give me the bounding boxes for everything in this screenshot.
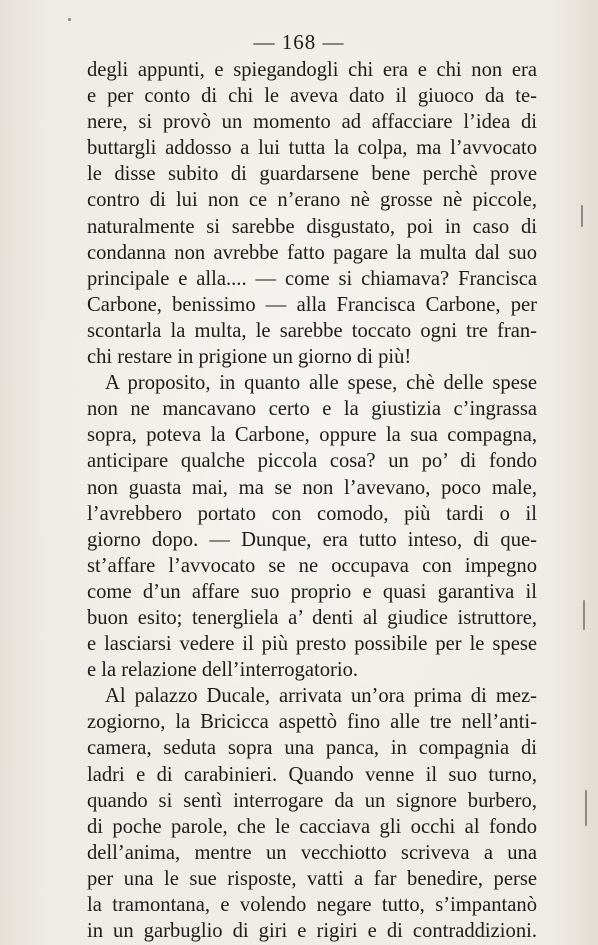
text-line: come d’un affare suo proprio e quasi garantiva il — [87, 580, 537, 603]
text-line: buon esito; tenergliela a’ denti al giudice istruttore, — [87, 606, 537, 629]
text-line: in un garbuglio di giri e rigiri e di contraddizioni. — [87, 920, 537, 943]
text-line: chi restare in prigione un giorno di più! — [87, 346, 412, 369]
text-line: naturalmente si sarebbe disgustato, poi in caso di — [87, 215, 537, 238]
ink-speck — [585, 790, 587, 826]
text-line: buttargli addosso a lui tutta la colpa, ma l’avvocato — [87, 137, 537, 160]
text-line: zogiorno, la Bricicca aspettò fino alle tre nell’anti- — [87, 711, 537, 734]
text-line: per una le sue risposte, vatti a far benedire, perse — [87, 867, 537, 890]
text-line: le disse subito di guardarsene bene perchè prove — [87, 163, 537, 186]
text-line: e per conto di chi le aveva dato il giuoco da te- — [87, 85, 537, 108]
text-line: anticipare qualche piccola cosa? un po’ di fondo — [87, 450, 537, 473]
text-line: A proposito, in quanto alle spese, chè delle spese — [105, 372, 537, 395]
text-line: nere, si provò un momento ad affacciare l’idea di — [87, 111, 537, 134]
text-line: dell’anima, mentre un vecchiotto scriveva a una — [87, 841, 537, 864]
text-line: condanna non avrebbe fatto pagare la multa dal suo — [87, 241, 537, 264]
ink-speck — [583, 600, 585, 630]
text-line: di poche parole, che le cacciava gli occhi al fondo — [87, 815, 537, 838]
text-line: contro di lui non ce n’erano nè grosse nè piccole, — [87, 189, 537, 212]
text-line: Al palazzo Ducale, arrivata un’ora prima di mez- — [105, 685, 537, 708]
body-text — [87, 57, 537, 944]
page-number: — 168 — — [253, 30, 345, 54]
text-line: camera, seduta sopra una panca, in compagnia di — [87, 737, 537, 760]
ink-speck — [68, 18, 71, 21]
text-line: giorno dopo. — Dunque, era tutto inteso, di que- — [87, 528, 537, 551]
text-line: sopra, poteva la Carbone, oppure la sua compagna, — [87, 424, 537, 447]
text-line: scontarla la multa, le sarebbe toccato ogni tre fran- — [87, 319, 537, 342]
text-line: l’avrebbero portato con comodo, più tardi o il — [87, 502, 537, 525]
text-line: ladri e di carabinieri. Quando venne il suo turno, — [87, 763, 537, 786]
text-line: la tramontana, e volendo negare tutto, s’impantanò — [87, 894, 537, 916]
text-line: e la relazione dell’interrogatorio. — [87, 659, 359, 682]
text-line: e lasciarsi vedere il più presto possibile per le spese — [87, 633, 537, 656]
text-line: quando si sentì interrogare da un signore burbero, — [87, 789, 537, 812]
text-line: principale e alla.... — come si chiamava? Francisca — [87, 267, 537, 290]
text-line: non guasta mai, ma se non l’avevano, poco male, — [87, 476, 537, 499]
text-line: degli appunti, e spiegandogli chi era e chi non era — [87, 59, 537, 81]
text-line: Carbone, benissimo — alla Francisca Carbone, per — [87, 293, 537, 316]
text-line: st’affare l’avvocato se ne occupava con impegno — [87, 554, 537, 577]
ink-speck — [581, 205, 583, 227]
text-line: non ne mancavano certo e la giustizia c’ingrassa — [87, 398, 537, 421]
